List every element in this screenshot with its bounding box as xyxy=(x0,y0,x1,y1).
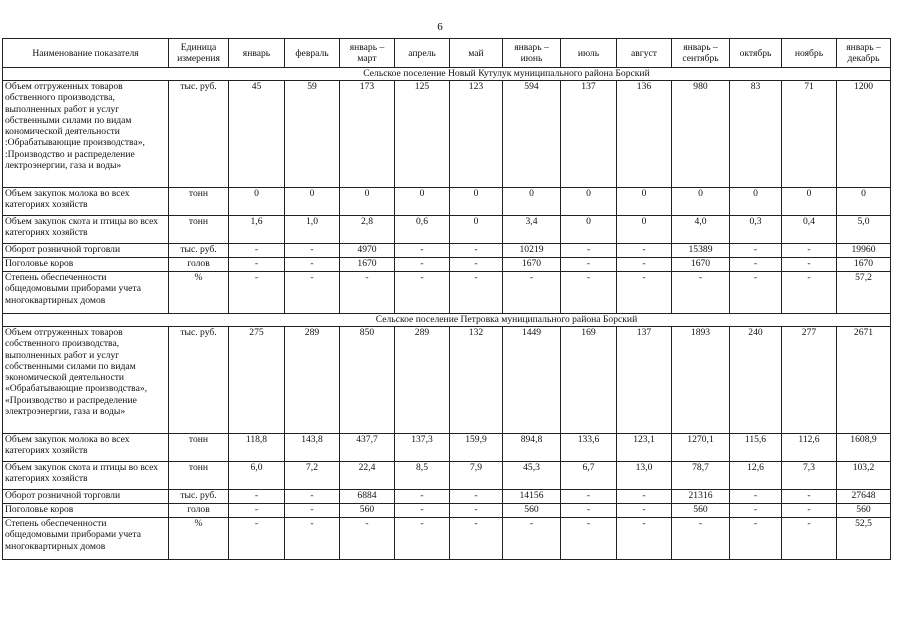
value-cell: - xyxy=(229,490,285,504)
value-cell: - xyxy=(561,272,617,314)
unit-cell: тыс. руб. xyxy=(169,81,229,188)
section-title: Сельское поселение Новый Кутулук муниципального района Борский xyxy=(363,68,650,79)
unit-cell: % xyxy=(169,518,229,560)
table-row xyxy=(3,272,891,314)
value-cell: - xyxy=(782,272,837,314)
value-cell: 1670 xyxy=(672,258,730,272)
value-cell: 7,9 xyxy=(450,462,503,490)
value-cell: 83 xyxy=(730,81,782,188)
value-cell: 173 xyxy=(340,81,395,188)
value-cell: - xyxy=(730,518,782,560)
value-cell: - xyxy=(229,518,285,560)
section-row xyxy=(3,68,891,81)
value-cell: - xyxy=(229,272,285,314)
table-row xyxy=(3,258,891,272)
value-cell: - xyxy=(503,518,561,560)
value-cell: - xyxy=(782,490,837,504)
indicator-name: Объем закупок молока во всех категориях хозяйств xyxy=(3,188,169,216)
value-cell: 0 xyxy=(561,188,617,216)
table-row xyxy=(3,462,891,490)
value-cell: - xyxy=(782,258,837,272)
value-cell: - xyxy=(229,258,285,272)
value-cell: - xyxy=(730,504,782,518)
value-cell: - xyxy=(395,272,450,314)
value-cell: 0,3 xyxy=(730,216,782,244)
value-cell: 894,8 xyxy=(503,434,561,462)
value-cell: - xyxy=(730,272,782,314)
value-cell: 123,1 xyxy=(617,434,672,462)
table-row xyxy=(3,216,891,244)
value-cell: - xyxy=(285,244,340,258)
value-cell: 0 xyxy=(730,188,782,216)
value-cell: - xyxy=(561,504,617,518)
value-cell: - xyxy=(450,244,503,258)
value-cell: 118,8 xyxy=(229,434,285,462)
value-cell: - xyxy=(340,272,395,314)
value-cell: 8,5 xyxy=(395,462,450,490)
unit-cell: тыс. руб. xyxy=(169,244,229,258)
value-cell: - xyxy=(672,518,730,560)
unit-cell: тыс. руб. xyxy=(169,490,229,504)
value-cell: 4,0 xyxy=(672,216,730,244)
value-cell: - xyxy=(229,504,285,518)
value-cell: 22,4 xyxy=(340,462,395,490)
value-cell: - xyxy=(617,490,672,504)
indicator-name: Объем закупок скота и птицы во всех категориях хозяйств xyxy=(3,216,169,244)
value-cell: - xyxy=(285,490,340,504)
value-cell: 4970 xyxy=(340,244,395,258)
value-cell: 0,4 xyxy=(782,216,837,244)
indicator-name: Оборот розничной торговли xyxy=(3,244,169,258)
value-cell: 14156 xyxy=(503,490,561,504)
value-cell: - xyxy=(782,518,837,560)
indicator-name: Степень обеспеченности общедомовыми приборами учета многоквартирных домов xyxy=(3,518,169,560)
header-month: май xyxy=(450,39,503,68)
value-cell: 560 xyxy=(340,504,395,518)
value-cell: 560 xyxy=(672,504,730,518)
value-cell: 0 xyxy=(617,216,672,244)
value-cell: - xyxy=(730,490,782,504)
value-cell: 594 xyxy=(503,81,561,188)
value-cell: 27648 xyxy=(837,490,891,504)
indicator-name: Поголовье коров xyxy=(3,258,169,272)
unit-cell: тонн xyxy=(169,434,229,462)
value-cell: 137 xyxy=(561,81,617,188)
value-cell: 980 xyxy=(672,81,730,188)
value-cell: - xyxy=(450,518,503,560)
unit-cell: голов xyxy=(169,504,229,518)
value-cell: 13,0 xyxy=(617,462,672,490)
section-title: Сельское поселение Петровка муниципального района Борский xyxy=(375,314,638,325)
value-cell: 7,2 xyxy=(285,462,340,490)
value-cell: 289 xyxy=(285,327,340,434)
header-name: Наименование показателя xyxy=(3,39,169,68)
value-cell: 5,0 xyxy=(837,216,891,244)
value-cell: - xyxy=(340,518,395,560)
unit-cell: тонн xyxy=(169,188,229,216)
value-cell: 1670 xyxy=(503,258,561,272)
value-cell: 2,8 xyxy=(340,216,395,244)
value-cell: - xyxy=(285,504,340,518)
value-cell: 6,7 xyxy=(561,462,617,490)
table-row xyxy=(3,434,891,462)
header-month: апрель xyxy=(395,39,450,68)
value-cell: 1670 xyxy=(837,258,891,272)
value-cell: 78,7 xyxy=(672,462,730,490)
value-cell: - xyxy=(229,244,285,258)
value-cell: - xyxy=(450,504,503,518)
value-cell: - xyxy=(503,272,561,314)
unit-cell: % xyxy=(169,272,229,314)
value-cell: 1,0 xyxy=(285,216,340,244)
value-cell: 0 xyxy=(285,188,340,216)
indicator-name: Степень обеспеченности общедомовыми приборами учета многоквартирных домов xyxy=(3,272,169,314)
value-cell: 0 xyxy=(450,188,503,216)
table-row xyxy=(3,244,891,258)
value-cell: 71 xyxy=(782,81,837,188)
value-cell: 1670 xyxy=(340,258,395,272)
value-cell: 45 xyxy=(229,81,285,188)
table-row xyxy=(3,504,891,518)
value-cell: 125 xyxy=(395,81,450,188)
indicator-name: Объем закупок молока во всех категориях хозяйств xyxy=(3,434,169,462)
value-cell: 560 xyxy=(837,504,891,518)
value-cell: 0 xyxy=(395,188,450,216)
section-row xyxy=(3,314,891,327)
value-cell: - xyxy=(450,258,503,272)
value-cell: - xyxy=(395,258,450,272)
header-month: февраль xyxy=(285,39,340,68)
value-cell: - xyxy=(730,258,782,272)
table-row xyxy=(3,490,891,504)
value-cell: 169 xyxy=(561,327,617,434)
value-cell: 1200 xyxy=(837,81,891,188)
value-cell: - xyxy=(617,244,672,258)
value-cell: 57,2 xyxy=(837,272,891,314)
value-cell: - xyxy=(395,504,450,518)
value-cell: - xyxy=(395,244,450,258)
indicator-name: Поголовье коров xyxy=(3,504,169,518)
value-cell: - xyxy=(617,258,672,272)
value-cell: - xyxy=(285,272,340,314)
header-month: июль xyxy=(561,39,617,68)
value-cell: 143,8 xyxy=(285,434,340,462)
value-cell: 2671 xyxy=(837,327,891,434)
value-cell: 289 xyxy=(395,327,450,434)
unit-cell: голов xyxy=(169,258,229,272)
value-cell: 1608,9 xyxy=(837,434,891,462)
value-cell: - xyxy=(285,518,340,560)
value-cell: - xyxy=(617,272,672,314)
value-cell: 137,3 xyxy=(395,434,450,462)
value-cell: - xyxy=(561,490,617,504)
value-cell: 6,0 xyxy=(229,462,285,490)
value-cell: 0 xyxy=(672,188,730,216)
table-row xyxy=(3,327,891,434)
value-cell: - xyxy=(617,504,672,518)
value-cell: - xyxy=(782,244,837,258)
value-cell: 277 xyxy=(782,327,837,434)
value-cell: 1270,1 xyxy=(672,434,730,462)
table-header-row xyxy=(3,39,891,68)
header-month: январь – июнь xyxy=(503,39,561,68)
value-cell: 7,3 xyxy=(782,462,837,490)
section-title-cell xyxy=(3,68,891,81)
value-cell: 0 xyxy=(340,188,395,216)
value-cell: - xyxy=(617,518,672,560)
section-title-cell xyxy=(3,314,891,327)
value-cell: 275 xyxy=(229,327,285,434)
value-cell: 0 xyxy=(837,188,891,216)
value-cell: 850 xyxy=(340,327,395,434)
value-cell: 112,6 xyxy=(782,434,837,462)
indicator-name: Объем закупок скота и птицы во всех категориях хозяйств xyxy=(3,462,169,490)
value-cell: - xyxy=(285,258,340,272)
value-cell: 1,6 xyxy=(229,216,285,244)
value-cell: 21316 xyxy=(672,490,730,504)
value-cell: 15389 xyxy=(672,244,730,258)
header-month: январь xyxy=(229,39,285,68)
indicators-table xyxy=(2,38,891,560)
value-cell: - xyxy=(395,518,450,560)
header-month: январь – март xyxy=(340,39,395,68)
value-cell: - xyxy=(730,244,782,258)
value-cell: - xyxy=(561,518,617,560)
value-cell: 59 xyxy=(285,81,340,188)
value-cell: 19960 xyxy=(837,244,891,258)
table-row xyxy=(3,518,891,560)
table-row xyxy=(3,81,891,188)
value-cell: 10219 xyxy=(503,244,561,258)
value-cell: 1893 xyxy=(672,327,730,434)
indicator-name: Объем отгруженных товаров собственного производства, выполненных работ и услуг собственными силами по видам экономической деятельности «Обрабатывающие производства», «Производство и распределение электроэнергии, газа и воды» xyxy=(3,327,169,434)
value-cell: 133,6 xyxy=(561,434,617,462)
value-cell: 3,4 xyxy=(503,216,561,244)
unit-cell: тонн xyxy=(169,216,229,244)
value-cell: - xyxy=(395,490,450,504)
unit-cell: тонн xyxy=(169,462,229,490)
header-month: январь – декабрь xyxy=(837,39,891,68)
value-cell: - xyxy=(450,490,503,504)
value-cell: 1449 xyxy=(503,327,561,434)
value-cell: 115,6 xyxy=(730,434,782,462)
indicator-name: Оборот розничной торговли xyxy=(3,490,169,504)
page-number: 6 xyxy=(437,21,443,33)
value-cell: 52,5 xyxy=(837,518,891,560)
value-cell: 123 xyxy=(450,81,503,188)
value-cell: 137 xyxy=(617,327,672,434)
value-cell: 0 xyxy=(617,188,672,216)
value-cell: 240 xyxy=(730,327,782,434)
value-cell: - xyxy=(672,272,730,314)
unit-cell: тыс. руб. xyxy=(169,327,229,434)
value-cell: 159,9 xyxy=(450,434,503,462)
value-cell: 437,7 xyxy=(340,434,395,462)
value-cell: - xyxy=(561,258,617,272)
value-cell: 0 xyxy=(561,216,617,244)
value-cell: 45,3 xyxy=(503,462,561,490)
value-cell: 6884 xyxy=(340,490,395,504)
header-unit: Единица измерения xyxy=(169,39,229,68)
header-month: октябрь xyxy=(730,39,782,68)
value-cell: - xyxy=(561,244,617,258)
value-cell: 136 xyxy=(617,81,672,188)
header-month: ноябрь xyxy=(782,39,837,68)
header-month: январь – сентябрь xyxy=(672,39,730,68)
value-cell: 0 xyxy=(782,188,837,216)
table-row xyxy=(3,188,891,216)
header-month: август xyxy=(617,39,672,68)
value-cell: 0 xyxy=(503,188,561,216)
indicator-name: Объем отгруженных товаров обственного производства, выполненных работ и услуг обственными силами по видам кономической деятельности :Обрабатывающие производства», :Производство и распределение лектроэнергии, газа и воды» xyxy=(3,81,169,188)
value-cell: 0,6 xyxy=(395,216,450,244)
value-cell: - xyxy=(450,272,503,314)
value-cell: 12,6 xyxy=(730,462,782,490)
value-cell: 0 xyxy=(229,188,285,216)
value-cell: 132 xyxy=(450,327,503,434)
value-cell: 0 xyxy=(450,216,503,244)
value-cell: 560 xyxy=(503,504,561,518)
value-cell: 103,2 xyxy=(837,462,891,490)
value-cell: - xyxy=(782,504,837,518)
